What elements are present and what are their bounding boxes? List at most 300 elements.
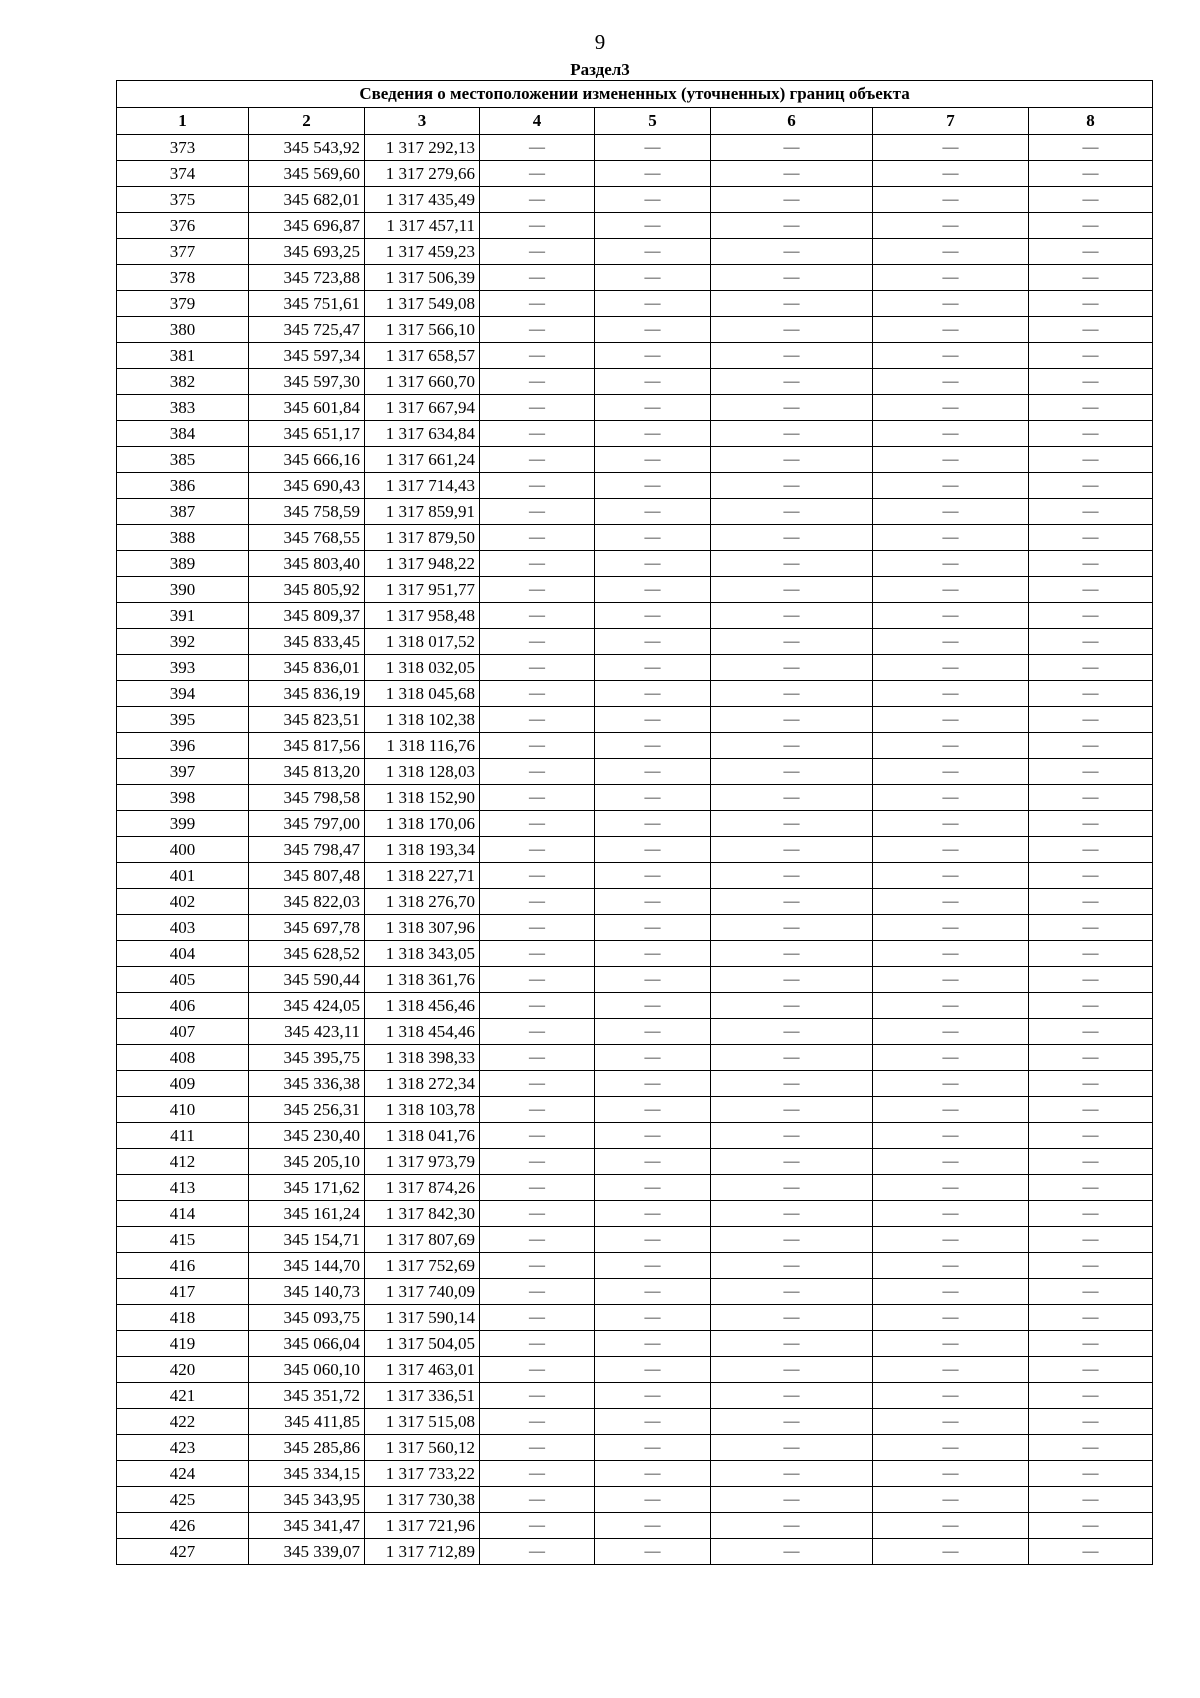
empty-dash-cell: —: [480, 1201, 595, 1227]
empty-dash-cell: —: [1029, 1435, 1153, 1461]
y-coordinate-cell: 1 318 116,76: [365, 733, 480, 759]
empty-dash-cell: —: [595, 1539, 711, 1565]
empty-dash-cell: —: [873, 1149, 1029, 1175]
table-row: [117, 395, 1153, 421]
empty-dash-cell: —: [595, 551, 711, 577]
empty-dash-cell: —: [711, 1513, 873, 1539]
empty-dash-cell: —: [595, 1253, 711, 1279]
empty-dash-cell: —: [480, 1097, 595, 1123]
empty-dash-cell: —: [711, 265, 873, 291]
empty-dash-cell: —: [873, 681, 1029, 707]
empty-dash-cell: —: [873, 811, 1029, 837]
empty-dash-cell: —: [873, 551, 1029, 577]
empty-dash-cell: —: [1029, 317, 1153, 343]
point-number-cell: 417: [117, 1279, 249, 1305]
empty-dash-cell: —: [711, 1331, 873, 1357]
table-row: [117, 577, 1153, 603]
y-coordinate-cell: 1 318 102,38: [365, 707, 480, 733]
empty-dash-cell: —: [1029, 1305, 1153, 1331]
empty-dash-cell: —: [595, 967, 711, 993]
empty-dash-cell: —: [1029, 681, 1153, 707]
table-row: [117, 889, 1153, 915]
x-coordinate-cell: 345 351,72: [249, 1383, 365, 1409]
point-number-cell: 385: [117, 447, 249, 473]
table-row: [117, 1149, 1153, 1175]
y-coordinate-cell: 1 317 660,70: [365, 369, 480, 395]
empty-dash-cell: —: [480, 629, 595, 655]
point-number-cell: 394: [117, 681, 249, 707]
empty-dash-cell: —: [480, 525, 595, 551]
y-coordinate-cell: 1 317 279,66: [365, 161, 480, 187]
empty-dash-cell: —: [595, 317, 711, 343]
point-number-cell: 380: [117, 317, 249, 343]
empty-dash-cell: —: [480, 1019, 595, 1045]
y-coordinate-cell: 1 318 361,76: [365, 967, 480, 993]
empty-dash-cell: —: [1029, 161, 1153, 187]
y-coordinate-cell: 1 318 045,68: [365, 681, 480, 707]
empty-dash-cell: —: [711, 837, 873, 863]
empty-dash-cell: —: [711, 135, 873, 161]
empty-dash-cell: —: [595, 421, 711, 447]
column-number: 2: [249, 108, 365, 135]
empty-dash-cell: —: [873, 161, 1029, 187]
empty-dash-cell: —: [873, 421, 1029, 447]
empty-dash-cell: —: [1029, 499, 1153, 525]
table-row: [117, 1279, 1153, 1305]
x-coordinate-cell: 345 285,86: [249, 1435, 365, 1461]
y-coordinate-cell: 1 318 454,46: [365, 1019, 480, 1045]
empty-dash-cell: —: [711, 733, 873, 759]
empty-dash-cell: —: [1029, 1175, 1153, 1201]
empty-dash-cell: —: [1029, 1331, 1153, 1357]
empty-dash-cell: —: [873, 759, 1029, 785]
empty-dash-cell: —: [480, 473, 595, 499]
empty-dash-cell: —: [595, 187, 711, 213]
empty-dash-cell: —: [1029, 1045, 1153, 1071]
point-number-cell: 373: [117, 135, 249, 161]
x-coordinate-cell: 345 424,05: [249, 993, 365, 1019]
table-row: [117, 1019, 1153, 1045]
point-number-cell: 382: [117, 369, 249, 395]
point-number-cell: 414: [117, 1201, 249, 1227]
empty-dash-cell: —: [595, 369, 711, 395]
y-coordinate-cell: 1 317 463,01: [365, 1357, 480, 1383]
empty-dash-cell: —: [711, 1123, 873, 1149]
empty-dash-cell: —: [595, 343, 711, 369]
empty-dash-cell: —: [711, 1357, 873, 1383]
empty-dash-cell: —: [595, 1513, 711, 1539]
x-coordinate-cell: 345 597,30: [249, 369, 365, 395]
empty-dash-cell: —: [873, 1383, 1029, 1409]
empty-dash-cell: —: [711, 863, 873, 889]
empty-dash-cell: —: [1029, 1487, 1153, 1513]
empty-dash-cell: —: [480, 603, 595, 629]
empty-dash-cell: —: [711, 1045, 873, 1071]
point-number-cell: 416: [117, 1253, 249, 1279]
empty-dash-cell: —: [595, 863, 711, 889]
empty-dash-cell: —: [1029, 1097, 1153, 1123]
empty-dash-cell: —: [480, 265, 595, 291]
empty-dash-cell: —: [873, 317, 1029, 343]
empty-dash-cell: —: [480, 655, 595, 681]
empty-dash-cell: —: [480, 707, 595, 733]
empty-dash-cell: —: [1029, 473, 1153, 499]
point-number-cell: 389: [117, 551, 249, 577]
point-number-cell: 400: [117, 837, 249, 863]
empty-dash-cell: —: [1029, 421, 1153, 447]
point-number-cell: 390: [117, 577, 249, 603]
page-number: 9: [594, 30, 606, 54]
empty-dash-cell: —: [873, 343, 1029, 369]
empty-dash-cell: —: [873, 1331, 1029, 1357]
empty-dash-cell: —: [873, 1279, 1029, 1305]
y-coordinate-cell: 1 317 712,89: [365, 1539, 480, 1565]
table-row: [117, 1123, 1153, 1149]
point-number-cell: 411: [117, 1123, 249, 1149]
column-number: 6: [711, 108, 873, 135]
x-coordinate-cell: 345 154,71: [249, 1227, 365, 1253]
point-number-cell: 406: [117, 993, 249, 1019]
y-coordinate-cell: 1 317 879,50: [365, 525, 480, 551]
x-coordinate-cell: 345 693,25: [249, 239, 365, 265]
y-coordinate-cell: 1 318 017,52: [365, 629, 480, 655]
empty-dash-cell: —: [480, 1305, 595, 1331]
empty-dash-cell: —: [711, 1097, 873, 1123]
point-number-cell: 396: [117, 733, 249, 759]
table-row: [117, 1253, 1153, 1279]
empty-dash-cell: —: [480, 1539, 595, 1565]
point-number-cell: 399: [117, 811, 249, 837]
y-coordinate-cell: 1 317 504,05: [365, 1331, 480, 1357]
empty-dash-cell: —: [595, 733, 711, 759]
point-number-cell: 419: [117, 1331, 249, 1357]
x-coordinate-cell: 345 066,04: [249, 1331, 365, 1357]
table-row: [117, 733, 1153, 759]
point-number-cell: 391: [117, 603, 249, 629]
empty-dash-cell: —: [711, 759, 873, 785]
empty-dash-cell: —: [1029, 525, 1153, 551]
empty-dash-cell: —: [480, 1253, 595, 1279]
empty-dash-cell: —: [711, 317, 873, 343]
x-coordinate-cell: 345 690,43: [249, 473, 365, 499]
x-coordinate-cell: 345 590,44: [249, 967, 365, 993]
y-coordinate-cell: 1 318 276,70: [365, 889, 480, 915]
empty-dash-cell: —: [595, 629, 711, 655]
x-coordinate-cell: 345 334,15: [249, 1461, 365, 1487]
table-row: [117, 759, 1153, 785]
y-coordinate-cell: 1 317 951,77: [365, 577, 480, 603]
empty-dash-cell: —: [711, 655, 873, 681]
y-coordinate-cell: 1 317 714,43: [365, 473, 480, 499]
empty-dash-cell: —: [595, 889, 711, 915]
point-number-cell: 410: [117, 1097, 249, 1123]
empty-dash-cell: —: [595, 759, 711, 785]
y-coordinate-cell: 1 317 435,49: [365, 187, 480, 213]
point-number-cell: 415: [117, 1227, 249, 1253]
x-coordinate-cell: 345 569,60: [249, 161, 365, 187]
empty-dash-cell: —: [480, 733, 595, 759]
point-number-cell: 388: [117, 525, 249, 551]
point-number-cell: 427: [117, 1539, 249, 1565]
empty-dash-cell: —: [711, 707, 873, 733]
point-number-cell: 383: [117, 395, 249, 421]
empty-dash-cell: —: [1029, 1513, 1153, 1539]
table-row: [117, 1227, 1153, 1253]
x-coordinate-cell: 345 171,62: [249, 1175, 365, 1201]
empty-dash-cell: —: [1029, 551, 1153, 577]
table-body: [117, 135, 1153, 1565]
empty-dash-cell: —: [711, 1409, 873, 1435]
x-coordinate-cell: 345 798,58: [249, 785, 365, 811]
y-coordinate-cell: 1 317 730,38: [365, 1487, 480, 1513]
empty-dash-cell: —: [711, 1539, 873, 1565]
x-coordinate-cell: 345 696,87: [249, 213, 365, 239]
empty-dash-cell: —: [1029, 603, 1153, 629]
empty-dash-cell: —: [873, 1435, 1029, 1461]
table-row: [117, 1409, 1153, 1435]
empty-dash-cell: —: [595, 1071, 711, 1097]
point-number-cell: 413: [117, 1175, 249, 1201]
empty-dash-cell: —: [595, 291, 711, 317]
empty-dash-cell: —: [595, 1175, 711, 1201]
empty-dash-cell: —: [873, 1513, 1029, 1539]
table-caption-row: [117, 81, 1153, 108]
point-number-cell: 377: [117, 239, 249, 265]
empty-dash-cell: —: [480, 343, 595, 369]
y-coordinate-cell: 1 318 152,90: [365, 785, 480, 811]
empty-dash-cell: —: [595, 915, 711, 941]
point-number-cell: 418: [117, 1305, 249, 1331]
y-coordinate-cell: 1 317 506,39: [365, 265, 480, 291]
y-coordinate-cell: 1 317 948,22: [365, 551, 480, 577]
empty-dash-cell: —: [711, 1175, 873, 1201]
empty-dash-cell: —: [480, 993, 595, 1019]
point-number-cell: 408: [117, 1045, 249, 1071]
empty-dash-cell: —: [480, 1175, 595, 1201]
empty-dash-cell: —: [711, 213, 873, 239]
point-number-cell: 397: [117, 759, 249, 785]
empty-dash-cell: —: [873, 863, 1029, 889]
x-coordinate-cell: 345 666,16: [249, 447, 365, 473]
empty-dash-cell: —: [873, 1227, 1029, 1253]
empty-dash-cell: —: [1029, 967, 1153, 993]
point-number-cell: 421: [117, 1383, 249, 1409]
table-row: [117, 551, 1153, 577]
x-coordinate-cell: 345 395,75: [249, 1045, 365, 1071]
empty-dash-cell: —: [873, 135, 1029, 161]
table-row: [117, 681, 1153, 707]
empty-dash-cell: —: [480, 213, 595, 239]
empty-dash-cell: —: [480, 1279, 595, 1305]
empty-dash-cell: —: [873, 889, 1029, 915]
empty-dash-cell: —: [1029, 135, 1153, 161]
table-row: [117, 1461, 1153, 1487]
y-coordinate-cell: 1 318 456,46: [365, 993, 480, 1019]
empty-dash-cell: —: [873, 1097, 1029, 1123]
empty-dash-cell: —: [595, 707, 711, 733]
table-row: [117, 447, 1153, 473]
y-coordinate-cell: 1 318 343,05: [365, 941, 480, 967]
table-row: [117, 1539, 1153, 1565]
empty-dash-cell: —: [480, 1227, 595, 1253]
empty-dash-cell: —: [480, 187, 595, 213]
column-number-row: [117, 108, 1153, 135]
empty-dash-cell: —: [1029, 733, 1153, 759]
x-coordinate-cell: 345 161,24: [249, 1201, 365, 1227]
empty-dash-cell: —: [595, 1487, 711, 1513]
point-number-cell: 381: [117, 343, 249, 369]
y-coordinate-cell: 1 317 721,96: [365, 1513, 480, 1539]
empty-dash-cell: —: [480, 1435, 595, 1461]
empty-dash-cell: —: [711, 967, 873, 993]
empty-dash-cell: —: [1029, 1227, 1153, 1253]
empty-dash-cell: —: [595, 239, 711, 265]
empty-dash-cell: —: [711, 915, 873, 941]
empty-dash-cell: —: [1029, 343, 1153, 369]
empty-dash-cell: —: [595, 1227, 711, 1253]
empty-dash-cell: —: [595, 837, 711, 863]
empty-dash-cell: —: [1029, 1539, 1153, 1565]
empty-dash-cell: —: [873, 265, 1029, 291]
y-coordinate-cell: 1 317 634,84: [365, 421, 480, 447]
empty-dash-cell: —: [1029, 1019, 1153, 1045]
empty-dash-cell: —: [1029, 1383, 1153, 1409]
empty-dash-cell: —: [1029, 447, 1153, 473]
table-row: [117, 1435, 1153, 1461]
empty-dash-cell: —: [1029, 1357, 1153, 1383]
empty-dash-cell: —: [873, 447, 1029, 473]
x-coordinate-cell: 345 758,59: [249, 499, 365, 525]
empty-dash-cell: —: [480, 317, 595, 343]
y-coordinate-cell: 1 318 272,34: [365, 1071, 480, 1097]
empty-dash-cell: —: [873, 395, 1029, 421]
table-row: [117, 135, 1153, 161]
y-coordinate-cell: 1 317 740,09: [365, 1279, 480, 1305]
y-coordinate-cell: 1 317 292,13: [365, 135, 480, 161]
empty-dash-cell: —: [711, 603, 873, 629]
empty-dash-cell: —: [1029, 655, 1153, 681]
empty-dash-cell: —: [1029, 1149, 1153, 1175]
empty-dash-cell: —: [873, 1409, 1029, 1435]
empty-dash-cell: —: [1029, 291, 1153, 317]
x-coordinate-cell: 345 768,55: [249, 525, 365, 551]
table-row: [117, 1071, 1153, 1097]
empty-dash-cell: —: [1029, 213, 1153, 239]
empty-dash-cell: —: [873, 1045, 1029, 1071]
x-coordinate-cell: 345 423,11: [249, 1019, 365, 1045]
empty-dash-cell: —: [711, 1019, 873, 1045]
table-row: [117, 187, 1153, 213]
point-number-cell: 407: [117, 1019, 249, 1045]
empty-dash-cell: —: [595, 603, 711, 629]
empty-dash-cell: —: [480, 135, 595, 161]
y-coordinate-cell: 1 317 515,08: [365, 1409, 480, 1435]
x-coordinate-cell: 345 798,47: [249, 837, 365, 863]
table-row: [117, 317, 1153, 343]
empty-dash-cell: —: [711, 941, 873, 967]
empty-dash-cell: —: [480, 941, 595, 967]
empty-dash-cell: —: [595, 785, 711, 811]
y-coordinate-cell: 1 318 032,05: [365, 655, 480, 681]
table-row: [117, 1097, 1153, 1123]
empty-dash-cell: —: [480, 1045, 595, 1071]
empty-dash-cell: —: [711, 187, 873, 213]
empty-dash-cell: —: [595, 1331, 711, 1357]
empty-dash-cell: —: [480, 811, 595, 837]
empty-dash-cell: —: [480, 837, 595, 863]
empty-dash-cell: —: [873, 967, 1029, 993]
table-row: [117, 1175, 1153, 1201]
empty-dash-cell: —: [711, 1279, 873, 1305]
empty-dash-cell: —: [595, 1357, 711, 1383]
empty-dash-cell: —: [711, 577, 873, 603]
empty-dash-cell: —: [480, 1149, 595, 1175]
point-number-cell: 378: [117, 265, 249, 291]
section-title: Раздел3: [570, 60, 630, 79]
empty-dash-cell: —: [1029, 941, 1153, 967]
empty-dash-cell: —: [711, 1253, 873, 1279]
empty-dash-cell: —: [711, 551, 873, 577]
y-coordinate-cell: 1 317 973,79: [365, 1149, 480, 1175]
empty-dash-cell: —: [873, 1539, 1029, 1565]
empty-dash-cell: —: [480, 759, 595, 785]
empty-dash-cell: —: [711, 1071, 873, 1097]
table-row: [117, 785, 1153, 811]
empty-dash-cell: —: [873, 239, 1029, 265]
empty-dash-cell: —: [1029, 1461, 1153, 1487]
empty-dash-cell: —: [480, 785, 595, 811]
empty-dash-cell: —: [595, 135, 711, 161]
empty-dash-cell: —: [595, 1149, 711, 1175]
point-number-cell: 405: [117, 967, 249, 993]
empty-dash-cell: —: [1029, 707, 1153, 733]
x-coordinate-cell: 345 805,92: [249, 577, 365, 603]
empty-dash-cell: —: [595, 1461, 711, 1487]
empty-dash-cell: —: [1029, 1071, 1153, 1097]
empty-dash-cell: —: [873, 577, 1029, 603]
column-number: 4: [480, 108, 595, 135]
x-coordinate-cell: 345 601,84: [249, 395, 365, 421]
empty-dash-cell: —: [595, 1045, 711, 1071]
y-coordinate-cell: 1 318 128,03: [365, 759, 480, 785]
table-row: [117, 343, 1153, 369]
empty-dash-cell: —: [873, 1357, 1029, 1383]
empty-dash-cell: —: [595, 655, 711, 681]
empty-dash-cell: —: [873, 1201, 1029, 1227]
y-coordinate-cell: 1 317 874,26: [365, 1175, 480, 1201]
empty-dash-cell: —: [480, 1123, 595, 1149]
empty-dash-cell: —: [873, 1019, 1029, 1045]
x-coordinate-cell: 345 543,92: [249, 135, 365, 161]
empty-dash-cell: —: [480, 1513, 595, 1539]
empty-dash-cell: —: [873, 733, 1029, 759]
empty-dash-cell: —: [711, 1305, 873, 1331]
empty-dash-cell: —: [1029, 395, 1153, 421]
empty-dash-cell: —: [480, 1461, 595, 1487]
table-row: [117, 525, 1153, 551]
empty-dash-cell: —: [595, 473, 711, 499]
empty-dash-cell: —: [595, 1201, 711, 1227]
empty-dash-cell: —: [711, 1461, 873, 1487]
point-number-cell: 379: [117, 291, 249, 317]
table-row: [117, 291, 1153, 317]
empty-dash-cell: —: [595, 395, 711, 421]
point-number-cell: 424: [117, 1461, 249, 1487]
x-coordinate-cell: 345 205,10: [249, 1149, 365, 1175]
empty-dash-cell: —: [711, 785, 873, 811]
x-coordinate-cell: 345 411,85: [249, 1409, 365, 1435]
empty-dash-cell: —: [1029, 759, 1153, 785]
